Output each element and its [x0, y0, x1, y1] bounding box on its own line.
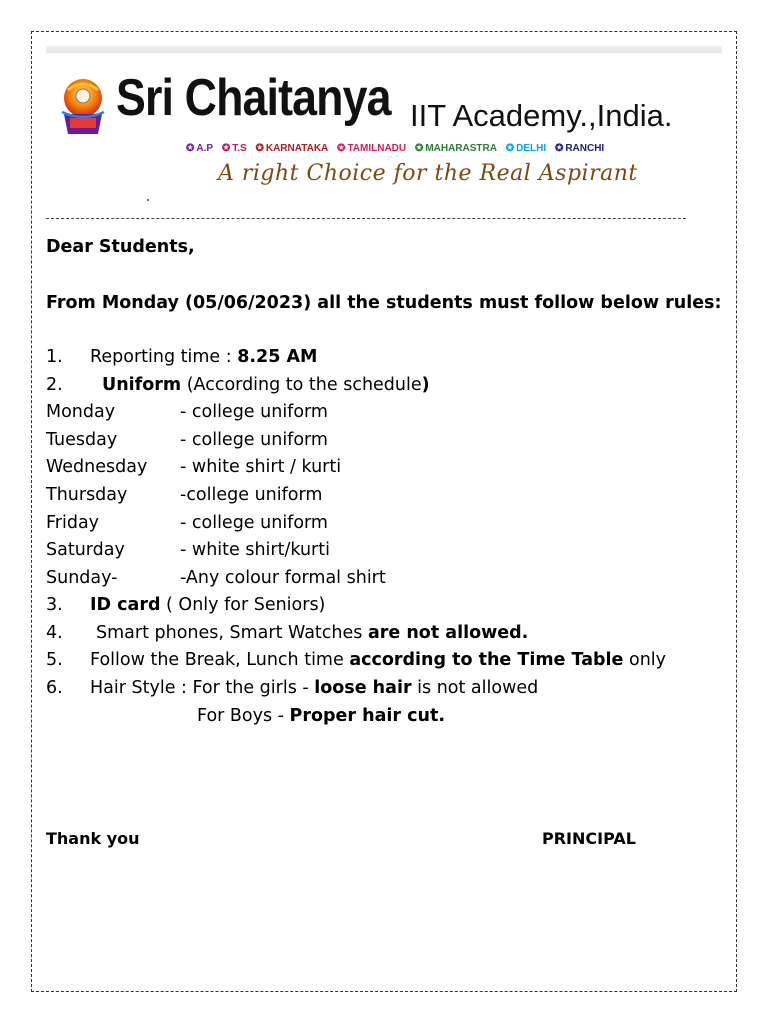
state-label: TAMILNADU — [347, 143, 407, 154]
rule-number: 5. — [46, 650, 63, 670]
rule-label: Smart phones, Smart Watches — [96, 623, 368, 643]
flower-bullet-icon: ✪ — [221, 143, 231, 154]
state-label: MAHARASTRA — [425, 143, 497, 154]
brand-subtitle: IIT Academy.,India. — [410, 98, 673, 133]
state-label: KARNATAKA — [265, 143, 329, 154]
rule-number: 1. — [46, 347, 63, 367]
dashed-divider — [46, 218, 686, 219]
schedule-wear: -Any colour formal shirt — [180, 568, 386, 588]
rule-note: ( Only for Seniors) — [160, 595, 326, 615]
state-label: DELHI — [516, 143, 547, 154]
schedule-day: Sunday- — [46, 568, 118, 588]
reporting-time-value: 8.25 AM — [237, 347, 318, 367]
rule-number: 6. — [46, 678, 63, 698]
rule-label: Uniform — [102, 375, 182, 395]
rule-number: 4. — [46, 623, 63, 643]
state-item — [506, 143, 546, 154]
flower-bullet-icon: ✪ — [414, 143, 424, 154]
rule-text — [96, 623, 528, 644]
rule-tail: is not allowed — [411, 678, 539, 698]
state-label: RANCHI — [565, 143, 605, 154]
schedule-wear: - college uniform — [180, 402, 328, 422]
rule-tail: only — [623, 650, 667, 670]
rule-text — [90, 595, 325, 616]
institute-logo-icon — [58, 76, 108, 138]
schedule-wear: - white shirt / kurti — [180, 457, 342, 477]
schedule-day: Tuesday — [46, 430, 118, 450]
state-item — [337, 143, 406, 154]
schedule-day: Saturday — [46, 540, 125, 560]
salutation: Dear Students, — [46, 237, 195, 257]
rule-text — [197, 706, 445, 727]
schedule-day: Wednesday — [46, 457, 148, 477]
rule-text — [90, 347, 317, 368]
header-rule — [46, 46, 722, 53]
signature: PRINCIPAL — [542, 829, 636, 848]
state-item — [255, 143, 328, 154]
rule-number: 3. — [46, 595, 63, 615]
rule-number: 2. — [46, 375, 63, 395]
rule-label: Hair Style : For the girls - — [90, 678, 315, 698]
brand-name: Sri Chaitanya — [116, 69, 391, 127]
state-list — [186, 143, 610, 154]
rule-emphasis: loose hair — [314, 678, 412, 698]
rule-emphasis: Proper hair cut. — [289, 706, 445, 726]
flower-bullet-icon: ✪ — [554, 143, 564, 154]
state-item — [415, 143, 497, 154]
schedule-wear: -college uniform — [180, 485, 323, 505]
state-label: A.P — [196, 143, 214, 154]
schedule-day: Friday — [46, 513, 100, 533]
state-item — [555, 143, 604, 154]
rule-text — [90, 678, 538, 699]
schedule-wear: - college uniform — [180, 430, 328, 450]
closing: Thank you — [46, 829, 140, 848]
brand-title — [116, 69, 673, 133]
flower-bullet-icon: ✪ — [337, 143, 346, 154]
rule-text — [102, 375, 430, 396]
tagline: A right Choice for the Real Aspirant — [218, 161, 638, 186]
flower-bullet-icon: ✪ — [505, 143, 515, 154]
schedule-wear: - white shirt/kurti — [180, 540, 330, 560]
state-label: T.S — [232, 143, 247, 154]
rule-label: For Boys - — [197, 706, 290, 726]
rule-label: Follow the Break, Lunch time — [90, 650, 350, 670]
rule-emphasis: are not allowed. — [367, 623, 529, 643]
flower-bullet-icon: ✪ — [186, 143, 195, 154]
rule-label: ID card — [90, 595, 161, 615]
schedule-day: Thursday — [46, 485, 128, 505]
state-item — [222, 143, 247, 154]
schedule-day: Monday — [46, 402, 116, 422]
stray-dot — [147, 199, 149, 201]
rule-emphasis: according to the Time Table — [349, 650, 624, 670]
intro-line: From Monday (05/06/2023) all the students must follow below rules: — [46, 293, 722, 313]
rule-note-close: ) — [421, 375, 430, 395]
state-item — [186, 143, 213, 154]
rule-note: (According to the schedule — [181, 375, 422, 395]
rule-text — [90, 650, 666, 671]
flower-bullet-icon: ✪ — [255, 143, 264, 154]
schedule-wear: - college uniform — [180, 513, 328, 533]
rule-label: Reporting time : — [90, 347, 238, 367]
